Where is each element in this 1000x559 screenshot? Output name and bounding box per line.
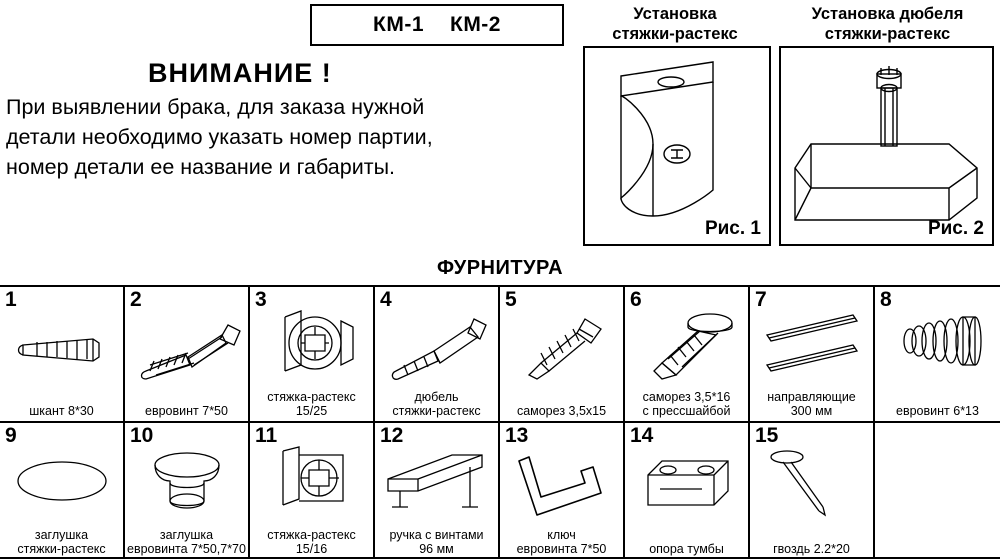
hardware-grid bbox=[0, 285, 1000, 559]
attention-line-3: номер детали ее название и габариты. bbox=[6, 155, 395, 179]
hardware-item-15 bbox=[750, 423, 875, 559]
euroscrew-icon bbox=[125, 309, 248, 385]
hardware-item-number: 1 bbox=[5, 288, 17, 311]
hardware-section-title: ФУРНИТУРА bbox=[436, 257, 564, 279]
attention-line-2: детали необходимо указать номер партии, bbox=[6, 125, 433, 149]
hardware-item-number: 5 bbox=[505, 288, 517, 311]
hardware-item-number: 9 bbox=[5, 424, 17, 447]
hardware-item-caption: ручка с винтами 96 мм bbox=[389, 528, 484, 556]
hardware-row bbox=[0, 287, 1000, 423]
dowel-icon bbox=[0, 309, 123, 385]
model-code-1: КМ-1 bbox=[373, 13, 424, 36]
hardware-item-caption: стяжка-растекс 15/25 bbox=[267, 390, 356, 418]
hardware-item-caption: евровинт 7*50 bbox=[145, 404, 228, 418]
handle-icon bbox=[375, 445, 498, 521]
figure-2-heading bbox=[780, 4, 995, 44]
guide-rails-icon bbox=[750, 309, 873, 385]
cabinet-support-icon bbox=[625, 445, 748, 521]
hardware-item-14 bbox=[625, 423, 750, 559]
rastex-tie-2-icon bbox=[250, 445, 373, 521]
screw-icon bbox=[500, 309, 623, 385]
hardware-item-7 bbox=[750, 287, 875, 421]
hardware-item-caption: саморез 3,5х15 bbox=[516, 404, 607, 418]
hardware-item-caption: ключ евровинта 7*50 bbox=[516, 528, 607, 556]
hardware-item-10 bbox=[125, 423, 250, 559]
hardware-item-caption: заглушка стяжки-растекс bbox=[17, 528, 106, 556]
hardware-item-number: 11 bbox=[255, 424, 278, 447]
hardware-item-1 bbox=[0, 287, 125, 421]
attention-title: ВНИМАНИЕ ! bbox=[148, 58, 332, 88]
hardware-item-number: 12 bbox=[380, 424, 404, 447]
hardware-item-caption: шкант 8*30 bbox=[29, 404, 94, 418]
attention-text bbox=[6, 92, 526, 182]
hardware-item-number: 6 bbox=[630, 288, 642, 311]
figure-2-caption: Рис. 2 bbox=[927, 218, 984, 239]
hardware-item-caption: заглушка евровинта 7*50,7*70 bbox=[127, 528, 246, 556]
attention-line-1: При выявлении брака, для заказа нужной bbox=[6, 95, 425, 119]
figure-1-caption: Рис. 1 bbox=[704, 218, 761, 239]
hardware-item-caption: стяжка-растекс 15/16 bbox=[267, 528, 356, 556]
figure-1-heading-line-2: стяжки-растекс bbox=[612, 25, 738, 43]
rastex-tie-icon bbox=[250, 309, 373, 385]
rastex-dowel-icon bbox=[375, 309, 498, 385]
hardware-item-8 bbox=[875, 287, 1000, 421]
hardware-item-5 bbox=[500, 287, 625, 421]
hardware-item-number: 8 bbox=[880, 288, 892, 311]
hardware-item-number: 14 bbox=[630, 424, 654, 447]
hardware-item-number: 7 bbox=[755, 288, 767, 311]
hardware-item-caption: дюбель стяжки-растекс bbox=[392, 390, 481, 418]
cap-flat-icon bbox=[0, 445, 123, 521]
press-washer-screw-icon bbox=[625, 309, 748, 385]
hardware-item-number: 15 bbox=[755, 424, 779, 447]
model-code-box bbox=[310, 4, 564, 46]
hardware-item-number: 4 bbox=[380, 288, 392, 311]
hardware-item-caption: гвоздь 2.2*20 bbox=[773, 542, 850, 556]
hardware-item-caption: направляющие 300 мм bbox=[767, 390, 856, 418]
hardware-item-caption: опора тумбы bbox=[649, 542, 724, 556]
hardware-item-number: 10 bbox=[130, 424, 154, 447]
model-code-2: КМ-2 bbox=[450, 13, 501, 36]
figure-2-panel bbox=[779, 46, 994, 246]
hardware-item-13 bbox=[500, 423, 625, 559]
hardware-empty-cell bbox=[875, 423, 1000, 559]
hardware-item-6 bbox=[625, 287, 750, 421]
key-wrench-icon bbox=[500, 445, 623, 521]
euroscrew-small-icon bbox=[875, 309, 1000, 385]
figure-1-panel bbox=[583, 46, 771, 246]
figure-2-heading-line-1: Установка дюбеля bbox=[811, 5, 964, 23]
hardware-item-9 bbox=[0, 423, 125, 559]
hardware-item-caption: евровинт 6*13 bbox=[896, 404, 979, 418]
hardware-row bbox=[0, 423, 1000, 559]
figure-2-heading-line-2: стяжки-растекс bbox=[824, 25, 951, 43]
hardware-item-4 bbox=[375, 287, 500, 421]
hardware-item-number: 3 bbox=[255, 288, 267, 311]
cap-euroscrew-icon bbox=[125, 445, 248, 521]
hardware-item-3 bbox=[250, 287, 375, 421]
dowel-installation-diagram-icon bbox=[781, 48, 992, 244]
nail-icon bbox=[750, 445, 873, 521]
header-section bbox=[0, 0, 1000, 255]
hardware-item-number: 13 bbox=[505, 424, 529, 447]
figure-1-heading bbox=[580, 4, 770, 44]
rastex-installation-diagram-icon bbox=[585, 48, 769, 244]
hardware-item-2 bbox=[125, 287, 250, 421]
hardware-item-caption: саморез 3,5*16 с прессшайбой bbox=[642, 390, 731, 418]
hardware-item-number: 2 bbox=[130, 288, 142, 311]
hardware-item-11 bbox=[250, 423, 375, 559]
figure-1-heading-line-1: Установка bbox=[633, 5, 717, 23]
hardware-item-12 bbox=[375, 423, 500, 559]
